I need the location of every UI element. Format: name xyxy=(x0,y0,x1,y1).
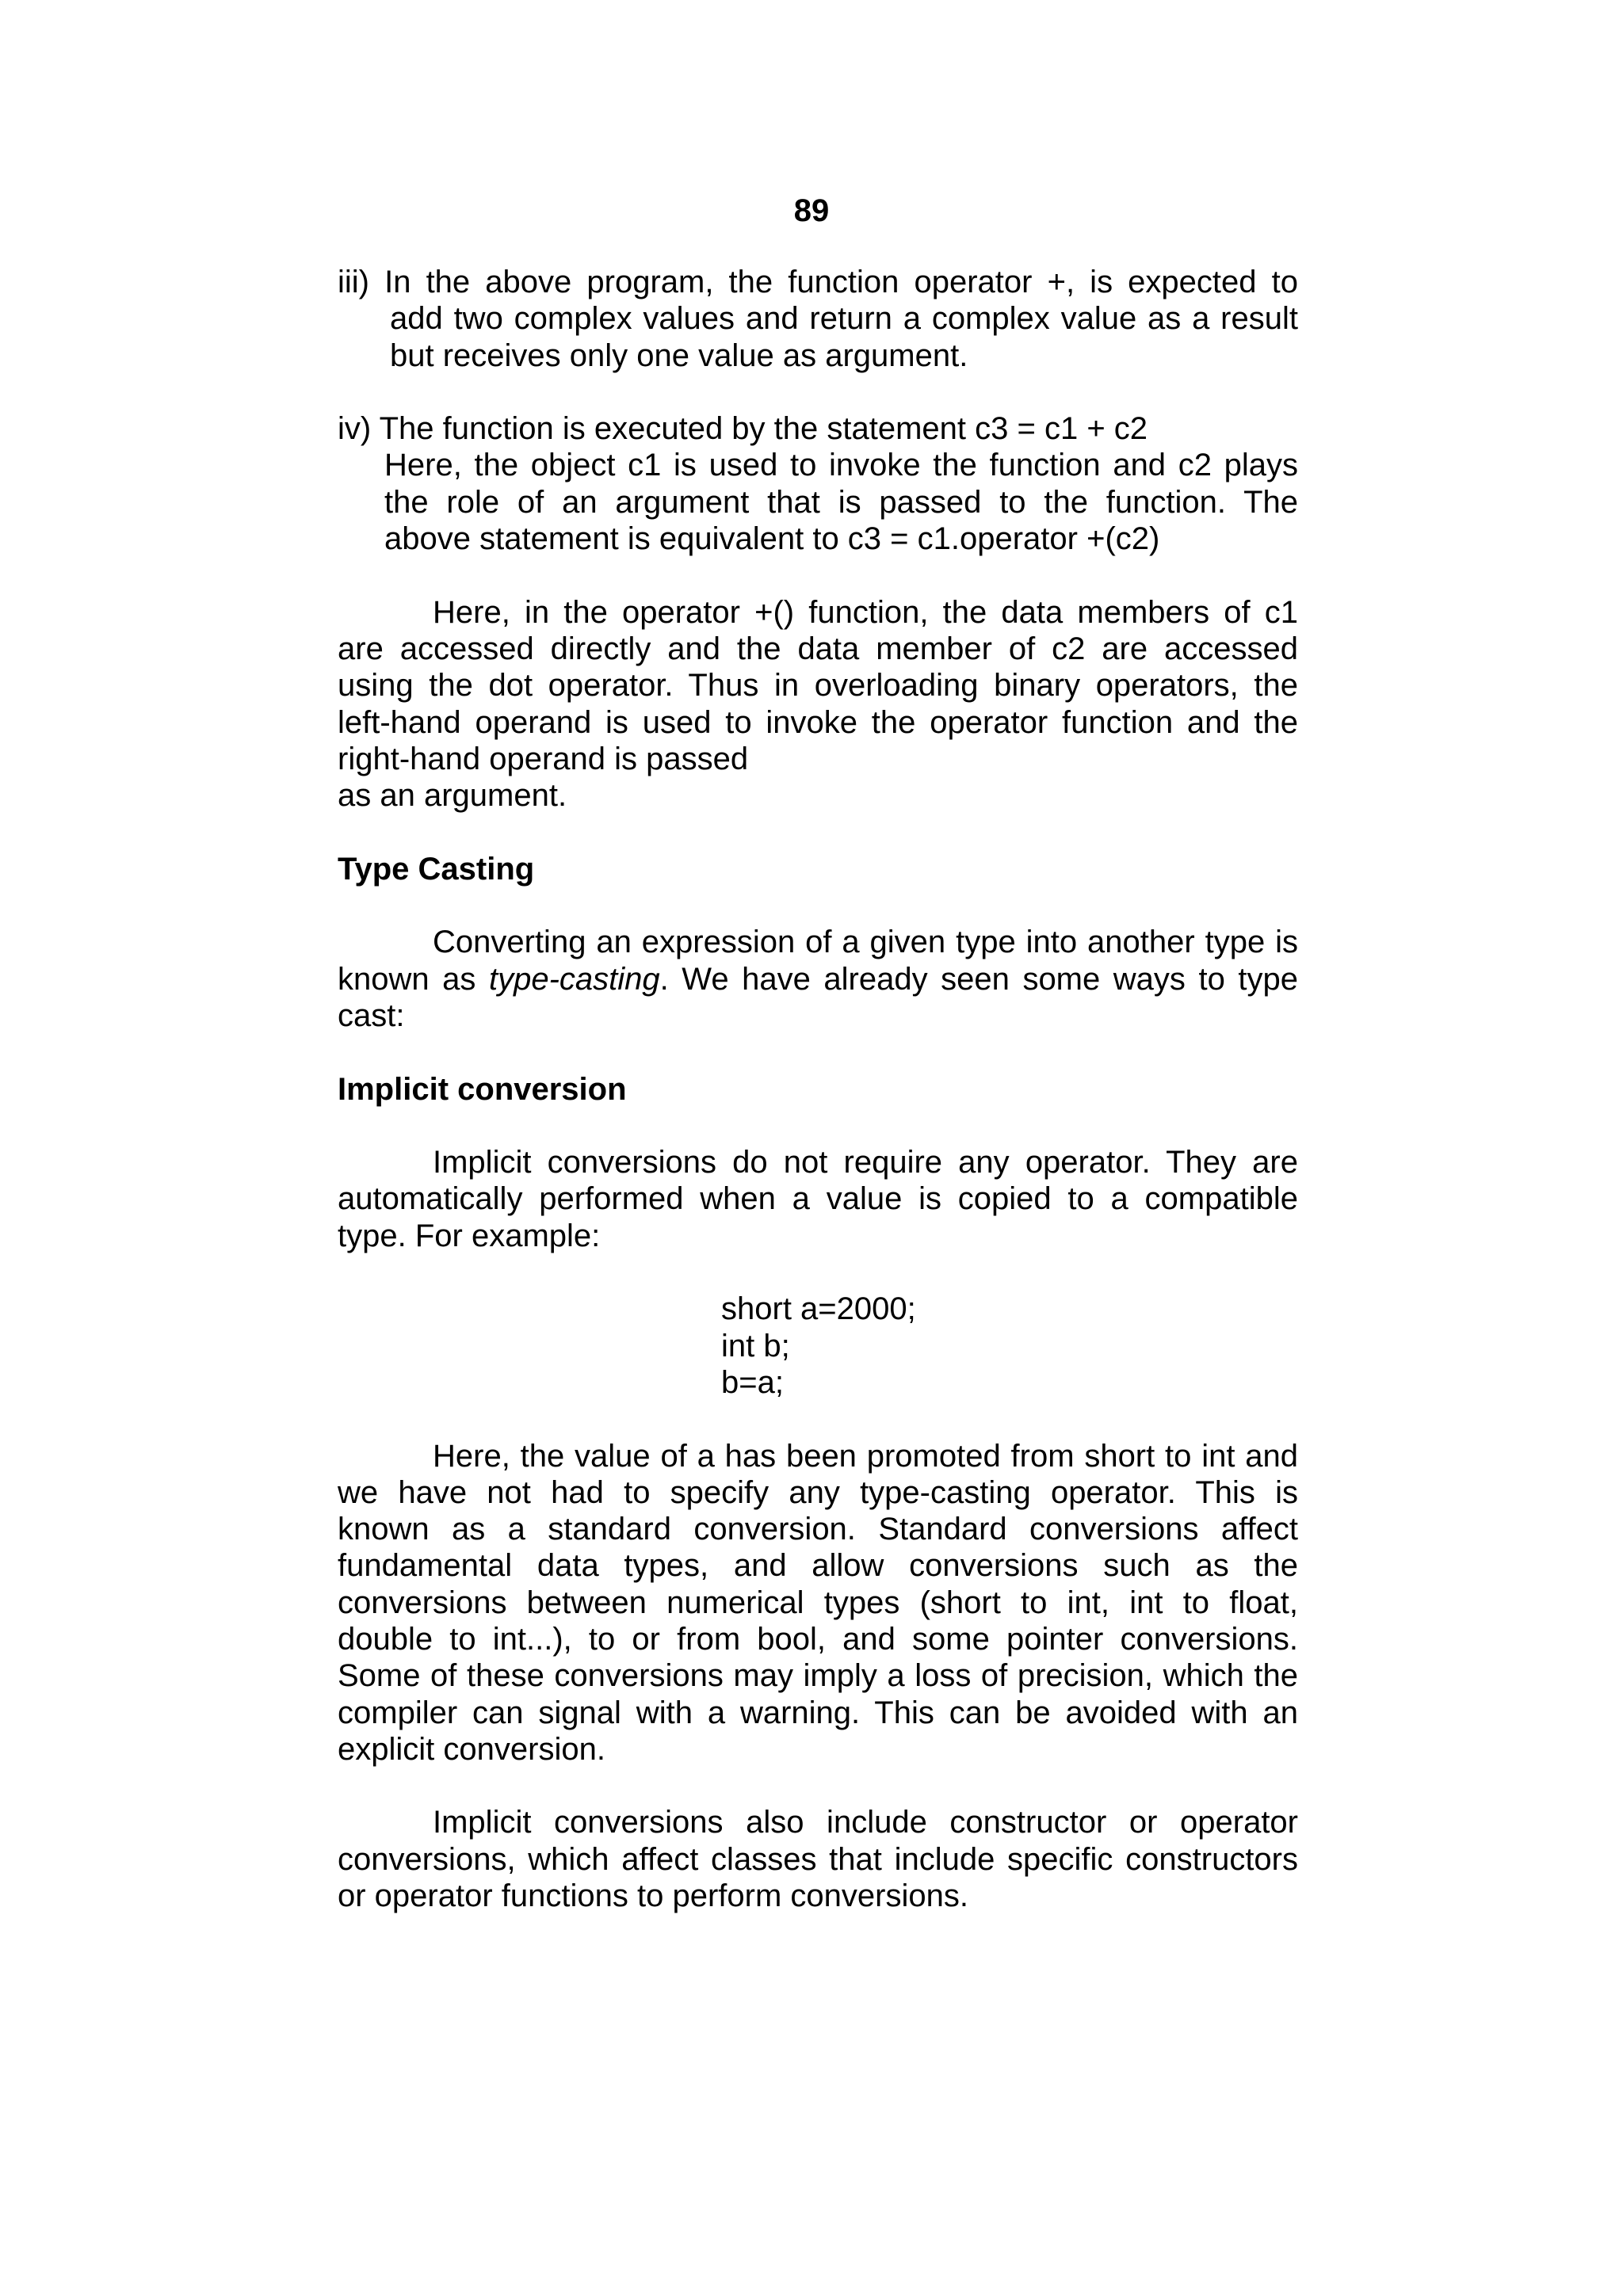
item-iv-line-2: Here, the object c1 is used to invoke the function and c2 plays xyxy=(384,448,1298,483)
implicit-para-line-3: type. For example: xyxy=(338,1218,601,1253)
code-line-2: int b; xyxy=(721,1328,790,1363)
promoted-para-line-8: compiler can signal with a warning. This can be avoided with an xyxy=(338,1695,1298,1730)
type-casting-text-before: known as xyxy=(338,961,489,997)
binary-para-line-1: Here, in the operator +() function, the data members of c1 xyxy=(433,594,1298,630)
constructor-para-line-1: Implicit conversions also include constructor or operator xyxy=(433,1805,1298,1840)
page-body xyxy=(338,264,1298,1914)
binary-para-line-6: as an argument. xyxy=(338,778,567,814)
constructor-para-line-2: conversions, which affect classes that include specific constructors xyxy=(338,1841,1298,1877)
type-casting-para-line-3: cast: xyxy=(338,997,405,1033)
code-line-1: short a=2000; xyxy=(721,1291,916,1327)
binary-para-line-3: using the dot operator. Thus in overloading binary operators, the xyxy=(338,668,1298,704)
item-iv-line-3: the role of an argument that is passed to the function. The xyxy=(384,484,1298,520)
page-number: 89 xyxy=(793,193,830,228)
promoted-para-line-3: known as a standard conversion. Standard conversions affect xyxy=(338,1512,1298,1547)
implicit-para-line-1: Implicit conversions do not require any operator. They are xyxy=(433,1145,1298,1180)
item-iii-line-2: add two complex values and return a complex value as a result xyxy=(390,301,1298,337)
binary-para-line-4: left-hand operand is used to invoke the operator function and the xyxy=(338,704,1298,740)
code-line-3: b=a; xyxy=(721,1364,784,1400)
implicit-para-line-2: automatically performed when a value is copied to a compatible xyxy=(338,1181,1298,1217)
item-iv-line-1: iv) The function is executed by the statement c3 = c1 + c2 xyxy=(338,411,1148,447)
heading-implicit-conversion: Implicit conversion xyxy=(338,1071,627,1107)
type-casting-term: type-casting xyxy=(488,961,660,997)
item-iv-line-4: above statement is equivalent to c3 = c1.operator +(c2) xyxy=(384,521,1160,557)
constructor-para-line-3: or operator functions to perform conversions. xyxy=(338,1878,968,1914)
promoted-para-line-4: fundamental data types, and allow conversions such as the xyxy=(338,1548,1298,1584)
binary-para-line-2: are accessed directly and the data member of c2 are accessed xyxy=(338,631,1298,666)
item-iii-line-3: but receives only one value as argument. xyxy=(390,338,968,373)
promoted-para-line-9: explicit conversion. xyxy=(338,1731,605,1767)
type-casting-para-line-2 xyxy=(338,961,1298,997)
type-casting-para-line-1: Converting an expression of a given type into another type is xyxy=(433,925,1298,960)
heading-type-casting: Type Casting xyxy=(338,851,535,887)
promoted-para-line-1: Here, the value of a has been promoted from short to int and xyxy=(433,1438,1298,1474)
type-casting-text-after: . We have already seen some ways to type xyxy=(659,961,1298,997)
promoted-para-line-5: conversions between numerical types (short to int, int to float, xyxy=(338,1585,1298,1620)
promoted-para-line-2: we have not had to specify any type-casting operator. This is xyxy=(338,1474,1298,1510)
promoted-para-line-7: Some of these conversions may imply a loss of precision, which the xyxy=(338,1658,1298,1694)
binary-para-line-5: right-hand operand is passed xyxy=(338,741,749,776)
item-iii-line-1: iii) In the above program, the function operator +, is expected to xyxy=(338,265,1298,299)
promoted-para-line-6: double to int...), to or from bool, and some pointer conversions. xyxy=(338,1621,1298,1657)
